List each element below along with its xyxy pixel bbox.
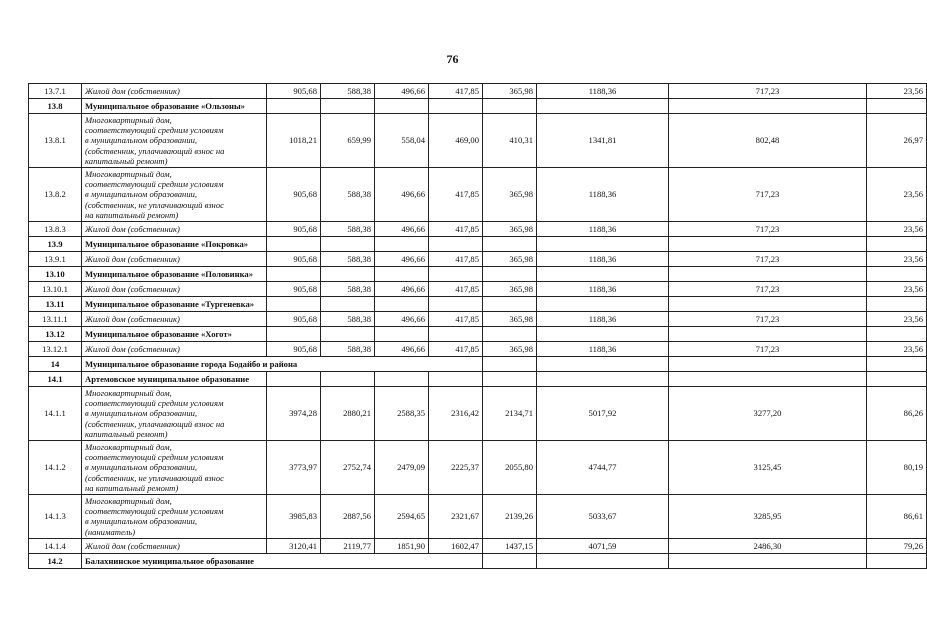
value-cell: 1602,47 bbox=[429, 538, 483, 553]
empty-cell bbox=[267, 372, 321, 387]
value-cell: 588,38 bbox=[321, 342, 375, 357]
page-number: 76 bbox=[446, 52, 459, 66]
value-cell: 1341,81 bbox=[537, 114, 669, 168]
empty-cell bbox=[321, 267, 375, 282]
row-code: 13.11.1 bbox=[29, 312, 82, 327]
row-code: 13.8 bbox=[29, 99, 82, 114]
section-title: Муниципальное образование «Хогот» bbox=[82, 327, 267, 342]
empty-cell bbox=[483, 297, 537, 312]
value-cell: 496,66 bbox=[375, 282, 429, 297]
empty-cell bbox=[375, 237, 429, 252]
value-cell: 23,56 bbox=[867, 312, 927, 327]
value-cell: 1188,36 bbox=[537, 342, 669, 357]
description-line: (собственник, уплачивающий взнос на bbox=[85, 145, 225, 156]
empty-cell bbox=[669, 553, 867, 568]
empty-cell bbox=[429, 99, 483, 114]
row-description: Жилой дом (собственник) bbox=[82, 342, 267, 357]
description-line: в муниципальном образовании, bbox=[85, 189, 198, 200]
value-cell: 558,04 bbox=[375, 114, 429, 168]
table-row bbox=[29, 312, 927, 327]
value-cell: 365,98 bbox=[483, 252, 537, 267]
row-code: 13.8.2 bbox=[29, 168, 82, 222]
value-cell: 365,98 bbox=[483, 84, 537, 99]
row-code: 13.9 bbox=[29, 237, 82, 252]
value-cell: 588,38 bbox=[321, 282, 375, 297]
row-description bbox=[82, 114, 267, 168]
row-code: 14.1.2 bbox=[29, 441, 82, 495]
value-cell: 365,98 bbox=[483, 312, 537, 327]
description-line: капитальный ремонт) bbox=[85, 428, 168, 439]
empty-cell bbox=[321, 99, 375, 114]
value-cell: 496,66 bbox=[375, 84, 429, 99]
empty-cell bbox=[669, 372, 867, 387]
empty-cell bbox=[867, 99, 927, 114]
empty-cell bbox=[483, 327, 537, 342]
value-cell: 905,68 bbox=[267, 282, 321, 297]
value-cell: 26,97 bbox=[867, 114, 927, 168]
row-description bbox=[82, 168, 267, 222]
section-title: Балахнинское муниципальное образование bbox=[82, 553, 483, 568]
empty-cell bbox=[867, 237, 927, 252]
value-cell: 659,99 bbox=[321, 114, 375, 168]
value-cell: 496,66 bbox=[375, 342, 429, 357]
table-row bbox=[29, 441, 927, 495]
value-cell: 2752,74 bbox=[321, 441, 375, 495]
value-cell: 365,98 bbox=[483, 222, 537, 237]
value-cell: 23,56 bbox=[867, 342, 927, 357]
description-line: в муниципальном образовании, bbox=[85, 135, 198, 146]
value-cell: 1851,90 bbox=[375, 538, 429, 553]
value-cell: 2594,65 bbox=[375, 495, 429, 539]
value-cell: 2479,09 bbox=[375, 441, 429, 495]
empty-cell bbox=[669, 357, 867, 372]
row-code: 14.1 bbox=[29, 372, 82, 387]
empty-cell bbox=[537, 99, 669, 114]
value-cell: 905,68 bbox=[267, 84, 321, 99]
value-cell: 23,56 bbox=[867, 168, 927, 222]
value-cell: 1188,36 bbox=[537, 312, 669, 327]
table-row bbox=[29, 252, 927, 267]
empty-cell bbox=[483, 553, 537, 568]
value-cell: 2486,30 bbox=[669, 538, 867, 553]
table-row bbox=[29, 282, 927, 297]
value-cell: 23,56 bbox=[867, 222, 927, 237]
row-description: Жилой дом (собственник) bbox=[82, 222, 267, 237]
table-row bbox=[29, 84, 927, 99]
value-cell: 2134,71 bbox=[483, 387, 537, 441]
row-code: 14.1.1 bbox=[29, 387, 82, 441]
section-row bbox=[29, 237, 927, 252]
empty-cell bbox=[867, 297, 927, 312]
value-cell: 417,85 bbox=[429, 222, 483, 237]
value-cell: 2321,67 bbox=[429, 495, 483, 539]
empty-cell bbox=[537, 553, 669, 568]
description-line: Многоквартирный дом, bbox=[85, 441, 172, 452]
section-row bbox=[29, 297, 927, 312]
value-cell: 802,48 bbox=[669, 114, 867, 168]
value-cell: 417,85 bbox=[429, 282, 483, 297]
row-description bbox=[82, 441, 267, 495]
empty-cell bbox=[867, 267, 927, 282]
value-cell: 3120,41 bbox=[267, 538, 321, 553]
row-code: 13.9.1 bbox=[29, 252, 82, 267]
empty-cell bbox=[267, 327, 321, 342]
row-description bbox=[82, 387, 267, 441]
value-cell: 365,98 bbox=[483, 282, 537, 297]
value-cell: 80,19 bbox=[867, 441, 927, 495]
value-cell: 905,68 bbox=[267, 342, 321, 357]
empty-cell bbox=[321, 327, 375, 342]
empty-cell bbox=[537, 297, 669, 312]
empty-cell bbox=[867, 372, 927, 387]
table-row bbox=[29, 387, 927, 441]
value-cell: 1018,21 bbox=[267, 114, 321, 168]
empty-cell bbox=[537, 267, 669, 282]
row-code: 13.8.1 bbox=[29, 114, 82, 168]
empty-cell bbox=[267, 297, 321, 312]
empty-cell bbox=[669, 237, 867, 252]
empty-cell bbox=[669, 327, 867, 342]
description-line: (собственник, уплачивающий взнос на bbox=[85, 418, 225, 429]
description-line: соответствующий средним условиям bbox=[85, 506, 224, 517]
empty-cell bbox=[375, 267, 429, 282]
table-row bbox=[29, 222, 927, 237]
empty-cell bbox=[321, 372, 375, 387]
empty-cell bbox=[537, 327, 669, 342]
empty-cell bbox=[375, 297, 429, 312]
section-title: Муниципальное образование города Бодайбо и района bbox=[82, 357, 483, 372]
value-cell: 905,68 bbox=[267, 312, 321, 327]
empty-cell bbox=[483, 372, 537, 387]
value-cell: 417,85 bbox=[429, 312, 483, 327]
empty-cell bbox=[669, 297, 867, 312]
empty-cell bbox=[267, 99, 321, 114]
value-cell: 717,23 bbox=[669, 252, 867, 267]
value-cell: 410,31 bbox=[483, 114, 537, 168]
value-cell: 5017,92 bbox=[537, 387, 669, 441]
description-line: соответствующий средним условиям bbox=[85, 125, 224, 136]
row-description: Жилой дом (собственник) bbox=[82, 538, 267, 553]
empty-cell bbox=[429, 297, 483, 312]
section-title: Муниципальное образование «Половинка» bbox=[82, 267, 267, 282]
row-description: Жилой дом (собственник) bbox=[82, 84, 267, 99]
value-cell: 496,66 bbox=[375, 222, 429, 237]
value-cell: 1437,15 bbox=[483, 538, 537, 553]
value-cell: 365,98 bbox=[483, 342, 537, 357]
value-cell: 1188,36 bbox=[537, 222, 669, 237]
description-line: в муниципальном образовании, bbox=[85, 516, 198, 527]
section-row bbox=[29, 327, 927, 342]
value-cell: 23,56 bbox=[867, 282, 927, 297]
section-title: Муниципальное образование «Ользоны» bbox=[82, 99, 267, 114]
description-line: соответствующий средним условиям bbox=[85, 452, 224, 463]
value-cell: 2588,35 bbox=[375, 387, 429, 441]
value-cell: 3277,20 bbox=[669, 387, 867, 441]
row-code: 14.2 bbox=[29, 553, 82, 568]
row-description: Жилой дом (собственник) bbox=[82, 282, 267, 297]
section-title: Муниципальное образование «Тургеневка» bbox=[82, 297, 267, 312]
value-cell: 469,00 bbox=[429, 114, 483, 168]
empty-cell bbox=[867, 327, 927, 342]
empty-cell bbox=[375, 372, 429, 387]
row-code: 14.1.3 bbox=[29, 495, 82, 539]
value-cell: 417,85 bbox=[429, 168, 483, 222]
row-code: 13.10.1 bbox=[29, 282, 82, 297]
value-cell: 3125,45 bbox=[669, 441, 867, 495]
empty-cell bbox=[483, 99, 537, 114]
row-code: 13.10 bbox=[29, 267, 82, 282]
value-cell: 1188,36 bbox=[537, 84, 669, 99]
value-cell: 4744,77 bbox=[537, 441, 669, 495]
empty-cell bbox=[867, 553, 927, 568]
description-line: (собственник, не уплачивающий взнос bbox=[85, 199, 224, 210]
value-cell: 1188,36 bbox=[537, 168, 669, 222]
empty-cell bbox=[321, 297, 375, 312]
tariff-table bbox=[28, 83, 927, 569]
empty-cell bbox=[537, 357, 669, 372]
value-cell: 588,38 bbox=[321, 222, 375, 237]
value-cell: 717,23 bbox=[669, 342, 867, 357]
value-cell: 1188,36 bbox=[537, 282, 669, 297]
value-cell: 496,66 bbox=[375, 312, 429, 327]
empty-cell bbox=[429, 237, 483, 252]
value-cell: 417,85 bbox=[429, 342, 483, 357]
value-cell: 3985,83 bbox=[267, 495, 321, 539]
empty-cell bbox=[483, 237, 537, 252]
empty-cell bbox=[321, 237, 375, 252]
row-code: 14.1.4 bbox=[29, 538, 82, 553]
value-cell: 2139,26 bbox=[483, 495, 537, 539]
empty-cell bbox=[669, 99, 867, 114]
value-cell: 717,23 bbox=[669, 84, 867, 99]
value-cell: 79,26 bbox=[867, 538, 927, 553]
value-cell: 3285,95 bbox=[669, 495, 867, 539]
value-cell: 86,26 bbox=[867, 387, 927, 441]
description-line: Многоквартирный дом, bbox=[85, 114, 172, 125]
row-description bbox=[82, 495, 267, 539]
row-description: Жилой дом (собственник) bbox=[82, 312, 267, 327]
empty-cell bbox=[375, 327, 429, 342]
table-row bbox=[29, 495, 927, 539]
value-cell: 2119,77 bbox=[321, 538, 375, 553]
value-cell: 2055,80 bbox=[483, 441, 537, 495]
value-cell: 2225,37 bbox=[429, 441, 483, 495]
value-cell: 588,38 bbox=[321, 252, 375, 267]
empty-cell bbox=[267, 267, 321, 282]
description-line: Многоквартирный дом, bbox=[85, 495, 172, 506]
empty-cell bbox=[267, 237, 321, 252]
description-line: соответствующий средним условиям bbox=[85, 398, 224, 409]
description-line: Многоквартирный дом, bbox=[85, 387, 172, 398]
value-cell: 717,23 bbox=[669, 282, 867, 297]
description-line: на капитальный ремонт) bbox=[85, 482, 179, 493]
description-line: соответствующий средним условиям bbox=[85, 179, 224, 190]
description-line: (собственник, не уплачивающий взнос bbox=[85, 472, 224, 483]
value-cell: 2316,42 bbox=[429, 387, 483, 441]
value-cell: 717,23 bbox=[669, 168, 867, 222]
value-cell: 417,85 bbox=[429, 84, 483, 99]
table-row bbox=[29, 538, 927, 553]
value-cell: 905,68 bbox=[267, 168, 321, 222]
description-line: в муниципальном образовании, bbox=[85, 408, 198, 419]
empty-cell bbox=[429, 267, 483, 282]
empty-cell bbox=[429, 372, 483, 387]
section-title: Артемовское муниципальное образование bbox=[82, 372, 267, 387]
section-row bbox=[29, 267, 927, 282]
value-cell: 1188,36 bbox=[537, 252, 669, 267]
value-cell: 496,66 bbox=[375, 252, 429, 267]
row-code: 13.12.1 bbox=[29, 342, 82, 357]
description-line: капитальный ремонт) bbox=[85, 155, 168, 166]
value-cell: 23,56 bbox=[867, 84, 927, 99]
value-cell: 2887,56 bbox=[321, 495, 375, 539]
value-cell: 86,61 bbox=[867, 495, 927, 539]
row-code: 14 bbox=[29, 357, 82, 372]
value-cell: 4071,59 bbox=[537, 538, 669, 553]
description-line: Многоквартирный дом, bbox=[85, 168, 172, 179]
section-row bbox=[29, 553, 927, 568]
description-line: (наниматель) bbox=[85, 526, 136, 537]
value-cell: 717,23 bbox=[669, 312, 867, 327]
empty-cell bbox=[537, 372, 669, 387]
value-cell: 23,56 bbox=[867, 252, 927, 267]
table-row bbox=[29, 114, 927, 168]
table-row bbox=[29, 168, 927, 222]
empty-cell bbox=[669, 267, 867, 282]
section-title: Муниципальное образование «Покровка» bbox=[82, 237, 267, 252]
value-cell: 365,98 bbox=[483, 168, 537, 222]
value-cell: 905,68 bbox=[267, 252, 321, 267]
value-cell: 5033,67 bbox=[537, 495, 669, 539]
row-description: Жилой дом (собственник) bbox=[82, 252, 267, 267]
value-cell: 3974,28 bbox=[267, 387, 321, 441]
row-code: 13.8.3 bbox=[29, 222, 82, 237]
empty-cell bbox=[483, 267, 537, 282]
value-cell: 3773,97 bbox=[267, 441, 321, 495]
empty-cell bbox=[537, 237, 669, 252]
row-code: 13.12 bbox=[29, 327, 82, 342]
value-cell: 496,66 bbox=[375, 168, 429, 222]
row-code: 13.11 bbox=[29, 297, 82, 312]
row-code: 13.7.1 bbox=[29, 84, 82, 99]
value-cell: 717,23 bbox=[669, 222, 867, 237]
empty-cell bbox=[429, 327, 483, 342]
value-cell: 905,68 bbox=[267, 222, 321, 237]
value-cell: 417,85 bbox=[429, 252, 483, 267]
section-row bbox=[29, 372, 927, 387]
value-cell: 588,38 bbox=[321, 312, 375, 327]
empty-cell bbox=[483, 357, 537, 372]
empty-cell bbox=[375, 99, 429, 114]
empty-cell bbox=[867, 357, 927, 372]
section-row bbox=[29, 99, 927, 114]
section-row bbox=[29, 357, 927, 372]
value-cell: 588,38 bbox=[321, 168, 375, 222]
value-cell: 588,38 bbox=[321, 84, 375, 99]
description-line: в муниципальном образовании, bbox=[85, 462, 198, 473]
table-row bbox=[29, 342, 927, 357]
description-line: на капитальный ремонт) bbox=[85, 209, 179, 220]
value-cell: 2880,21 bbox=[321, 387, 375, 441]
